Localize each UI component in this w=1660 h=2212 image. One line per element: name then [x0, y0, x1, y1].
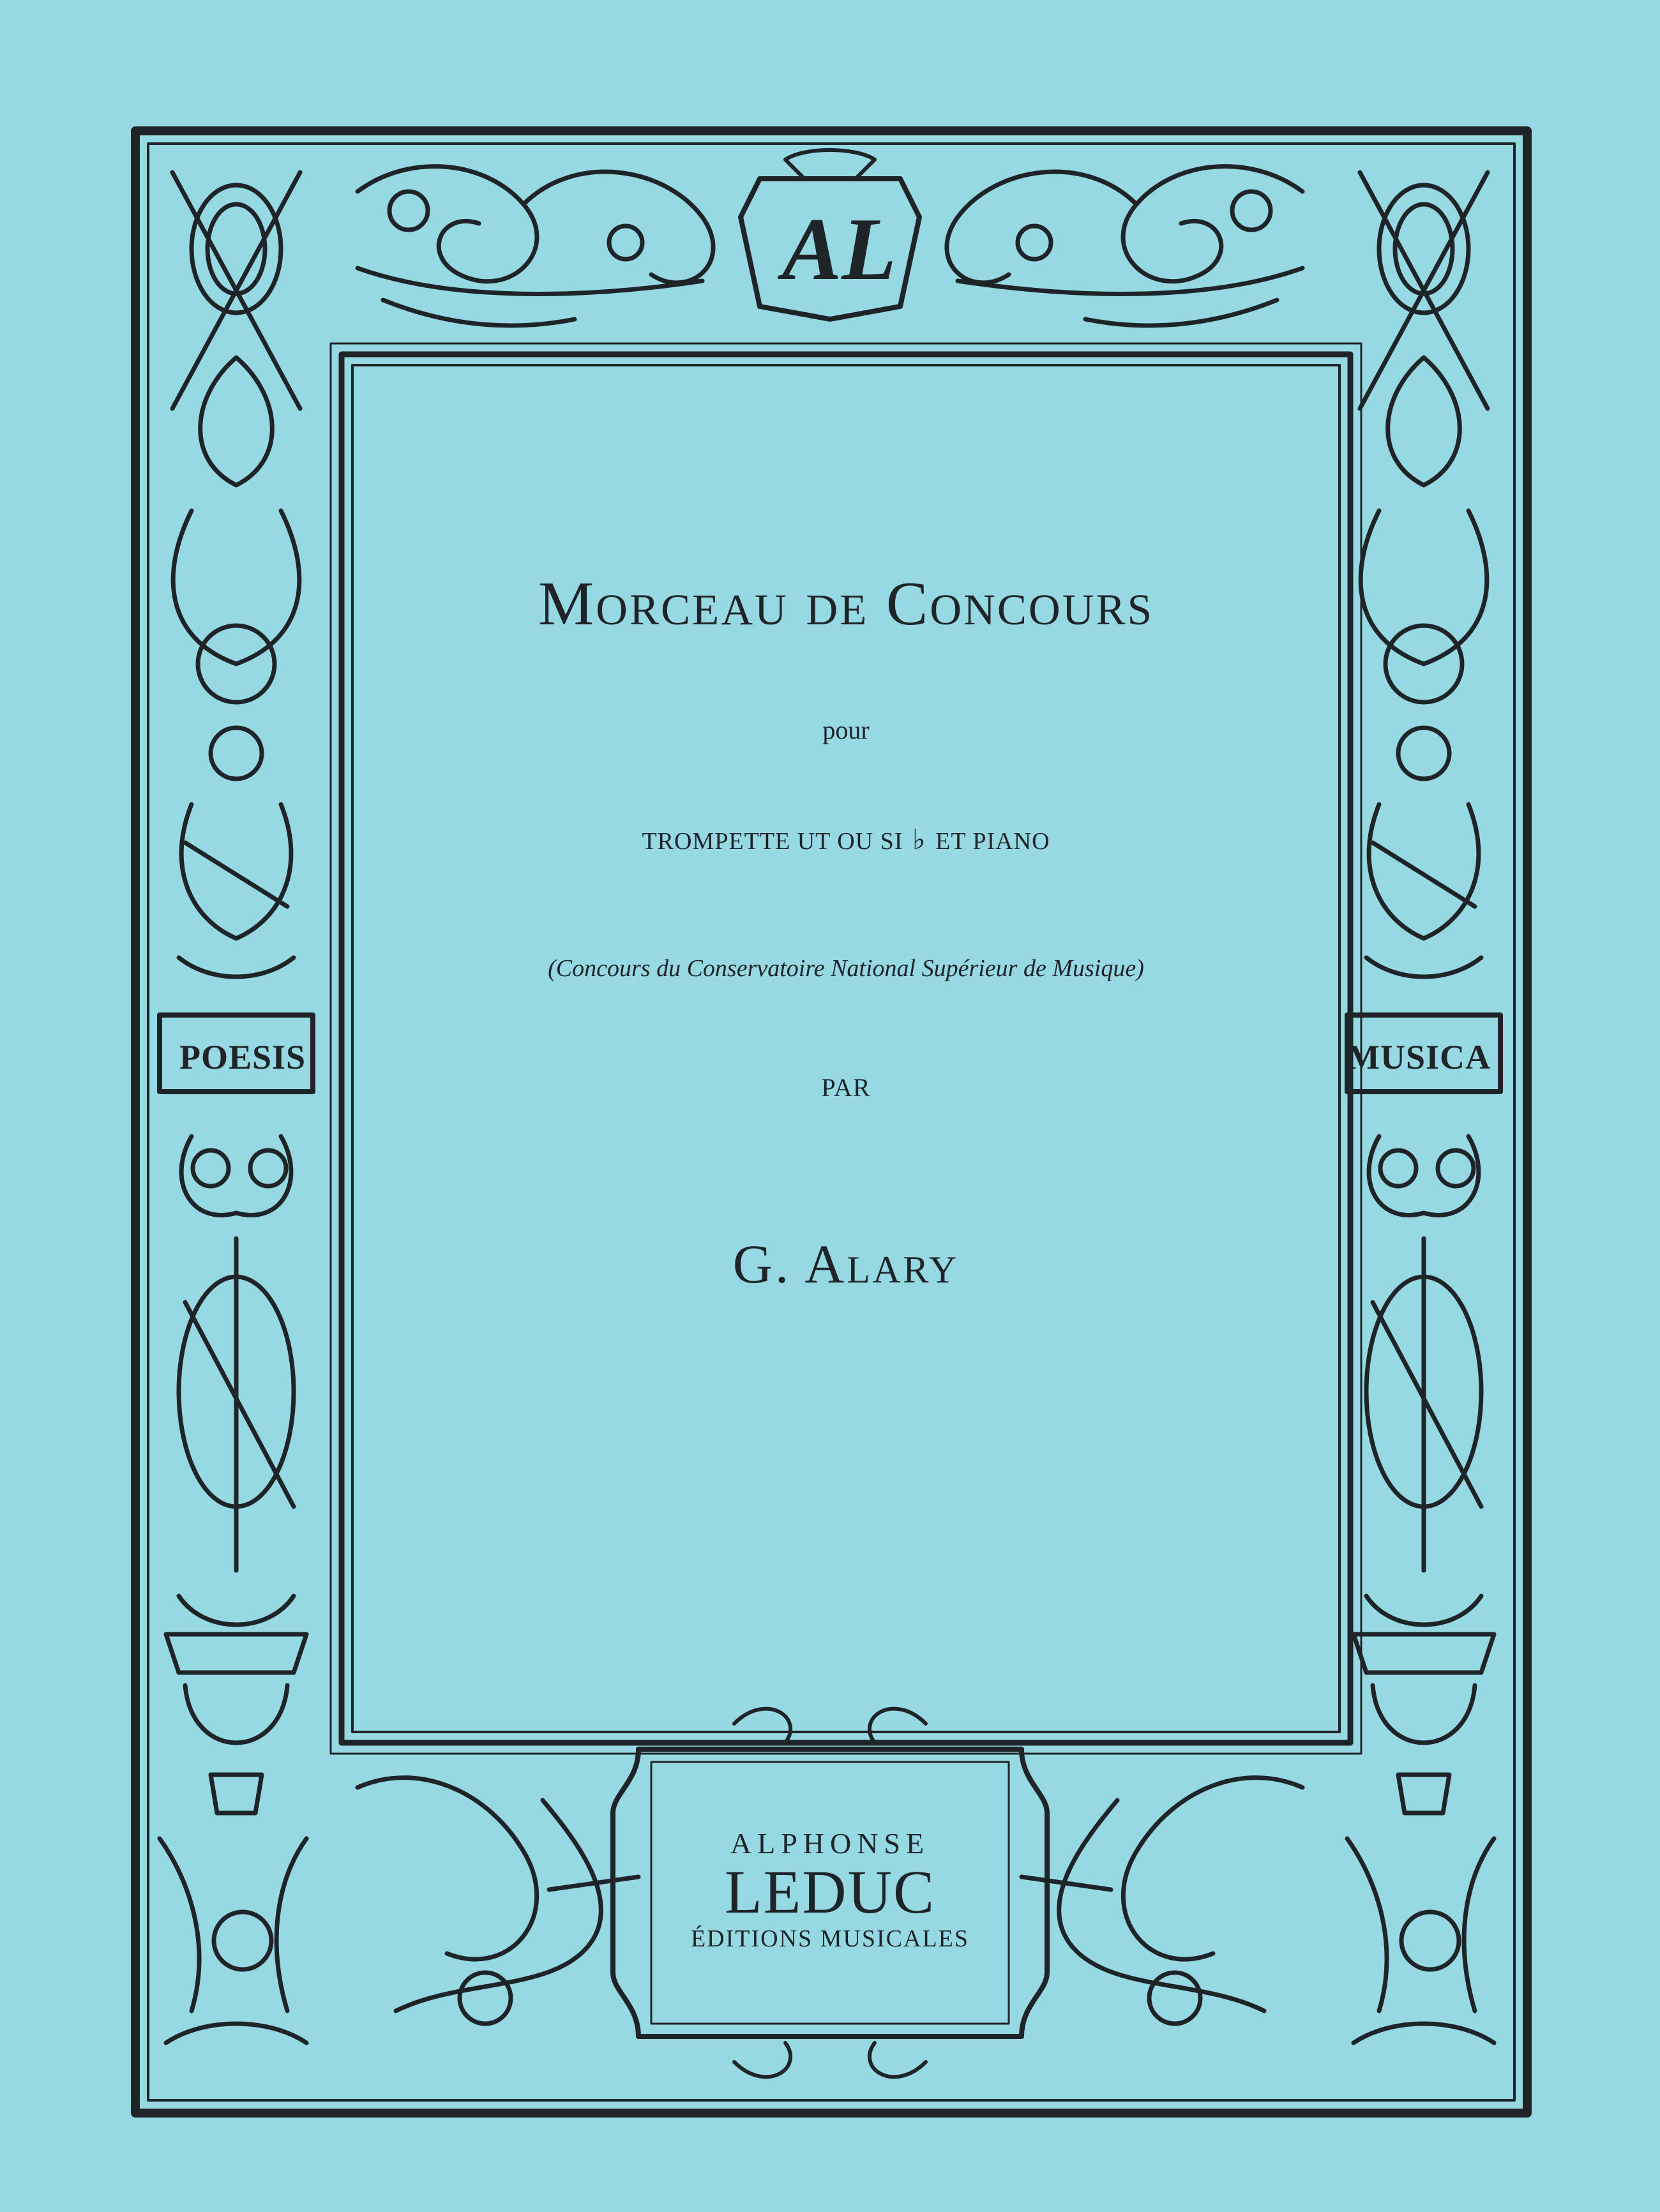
publisher-line-1: ALPHONSE: [730, 1827, 930, 1860]
concours-note: (Concours du Conservatoire National Supérieur de Musique): [548, 955, 1144, 982]
poesis-label: POESIS: [179, 1038, 306, 1076]
instrumentation-text: TROMPETTE UT OU SI: [642, 828, 903, 855]
flat-symbol: ♭: [912, 824, 926, 855]
par-text: PAR: [821, 1073, 871, 1102]
leduc-monogram: AL: [782, 200, 896, 299]
right-column-ornament: [1347, 172, 1500, 2043]
instrumentation: [354, 824, 1338, 856]
musica-label: MUSICA: [1347, 1038, 1491, 1076]
publisher-line-3: ÉDITIONS MUSICALES: [690, 1925, 970, 1952]
left-column-ornament: [160, 172, 313, 2043]
work-title: Morceau de Concours: [538, 569, 1154, 638]
composer-name: G. Alary: [732, 1233, 960, 1295]
publisher-logo: [677, 1826, 983, 1955]
instrumentation-text-end: ET PIANO: [935, 828, 1050, 855]
publisher-line-2: LEDUC: [725, 1858, 935, 1926]
title-panel: [354, 383, 1338, 1730]
pour-text: pour: [822, 716, 870, 744]
